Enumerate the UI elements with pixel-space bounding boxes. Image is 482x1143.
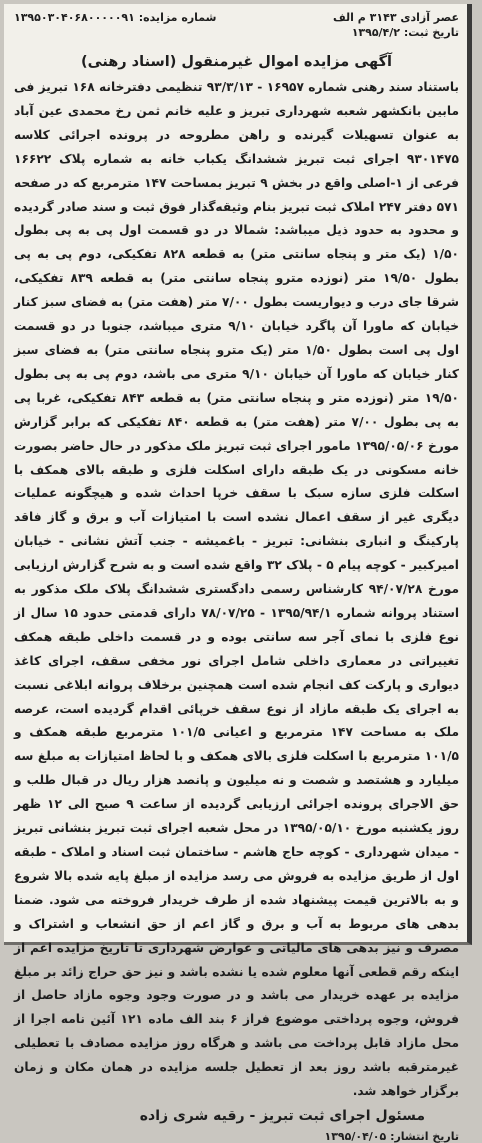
- auction-notice-page: [4, 4, 472, 1143]
- publication-date: تاریخ انتشار: ۱۳۹۵/۰۴/۰۵: [324, 1129, 459, 1143]
- header-top-row: [14, 10, 459, 25]
- newspaper-issue: عصر آزادی ۳۱۴۳ م الف: [332, 11, 459, 24]
- auction-number: شماره مزایده: ۱۳۹۵۰۳۰۴۰۶۸۰۰۰۰۰۹۱: [14, 11, 217, 24]
- header-second-row: [14, 25, 459, 40]
- notice-body: باستناد سند رهنی شماره ۱۶۹۵۷ - ۹۳/۳/۱۳ تنظیمی دفترخانه ۱۶۸ تبریز فی مابین بانکشهر شعبه شهرداری تبریز و علیه خانم ثمن رخ محمدی عین آباد به عنوان تسهیلات گیرنده و راهن مطروحه در پرونده اجرائی کلاسه ۹۳۰۱۴۷۵ اجرای ثبت تبریز ششدانگ یکباب خانه به شماره پلاک ۱۶۶۲۲ فرعی از ۱-اصلی واقع در بخش ۹ تبریز بمساحت ۱۴۷ مترمربع که در صفحه ۵۷۱ دفتر ۲۴۷ املاک ثبت تبریز بنام وثیقه‌گذار فوق ثبت و سند صادر گردیده و محدود به حدود ذیل میباشد: شمالا در دو قسمت اول پی به پی بطول ۱/۵۰ (یک متر و پنجاه سانتی متر) به قطعه ۸۲۸ تفکیکی، دوم پی به پی بطول ۱۹/۵۰ متر (نوزده مترو پنجاه سانتی متر) به قطعه ۸۳۹ تفکیکی، شرقا جای درب و دیواریست بطول ۷/۰۰ متر (هفت متر) به فضای سبز کنار خیابان که ماورا آن پاگرد خیابان ۹/۱۰ متری میباشد، جنوبا در دو قسمت اول پی است بطول ۱/۵۰ متر (یک مترو پنجاه سانتی متر) به فضای سبز کنار خیابان که ماورا آن خیابان ۹/۱۰ متری می باشد، دوم پی به پی بطول ۱۹/۵۰ متر (نوزده متر و پنجاه سانتی متر) به قطعه ۸۴۳ تفکیکی، غربا پی به پی بطول ۷/۰۰ متر (هفت متر) به قطعه ۸۴۰ تفکیکی که برابر گزارش مورخ ۱۳۹۵/۰۵/۰۶ مامور اجرای ثبت تبریز ملک مذکور در حال حاضر بصورت خانه مسکونی در یک طبقه دارای اسکلت فلزی و طبقه بالای همکف با اسکلت فلزی سازه سبک با سقف خرپا احداث شده و هیچگونه عملیات دیگری غیر از سقف اعمال نشده است با امتیازات آب و برق و گاز فاقد پارکینگ و انباری بنشانی: تبریز - باغمیشه - جنب آتش نشانی - خیابان امیرکبیر - کوچه پیام ۵ - پلاک ۳۲ واقع شده است و به شرح گزارش ارزیابی مورخ ۹۴/۰۷/۲۸ کارشناس رسمی دادگستری ششدانگ پلاک ملک مذکور به استناد پروانه شماره ۱۳۹۵/۹۴/۱ - ۷۸/۰۷/۲۵ دارای قدمتی حدود ۱۵ سال از نوع فلزی با نمای آجر سه سانتی بوده و در قسمت داخلی طبقه همکف تغییراتی در معماری داخلی شامل اجرای نور مخفی سقف، اجرای کاغذ دیواری و پارکت کف انجام شده است همچنین برخلاف پروانه ابلاغی نسبت به اجرای یک طبقه مازاد از نوع سقف خرپائی اقدام گردیده است، عرصه ملک به مساحت ۱۴۷ مترمربع و اعیانی ۱۰۱/۵ مترمربع طبقه همکف و ۱۰۱/۵ مترمربع با اسکلت فلزی بالای همکف و با لحاظ امتیازات به مبلغ سه میلیارد و هشتصد و شصت و نه میلیون و پانصد هزار ریال در قبال طلب و حق الاجرای پرونده اجرائی ارزیابی گردیده از ساعت ۹ صبح الی ۱۲ ظهر روز یکشنبه مورخ ۱۳۹۵/۰۵/۱۰ در محل شعبه اجرای ثبت تبریز بنشانی تبریز - میدان شهرداری - کوچه حاج هاشم - ساختمان ثبت اسناد و املاک - طبقه اول از طریق مزایده به فروش می رسد مزایده از مبلغ پایه شده بالا شروع و به بالاترین قیمت پیشنهاد شده از طرف خریدار فروخته می شود. ضمنا بدهی های مربوط به آب و برق و گاز اعم از حق انشعاب و اشتراک و مصرف و نیز بدهی های مالیاتی و عوارض شهرداری تا تاریخ مزایده اعم از اینکه رقم قطعی آنها معلوم شده یا نشده باشد و نیز حق حراج زائد بر مبلغ مزایده بر عهده خریدار می باشد و در صورت وجود وجوه مازاد حاصل از فروش، وجوه پرداختی موضوع فراز ۶ بند الف ماده ۱۲۱ آئین نامه اجرا از محل مازاد قابل پرداخت می باشد و هرگاه روز مزایده مصادف با تعطیلی غیرمترقبه باشد روز بعد از تعطیل جلسه مزایده در همان مکان و زمان برگزار خواهد شد.: [14, 80, 460, 1099]
- signature: مسئول اجرای ثبت تبریز - رقیه شری زاده: [139, 1107, 425, 1124]
- notice-title: آگهی مزایده اموال غیرمنقول (اسناد رهنی): [81, 54, 392, 70]
- registration-date: تاریخ ثبت: ۱۳۹۵/۴/۲: [351, 26, 459, 39]
